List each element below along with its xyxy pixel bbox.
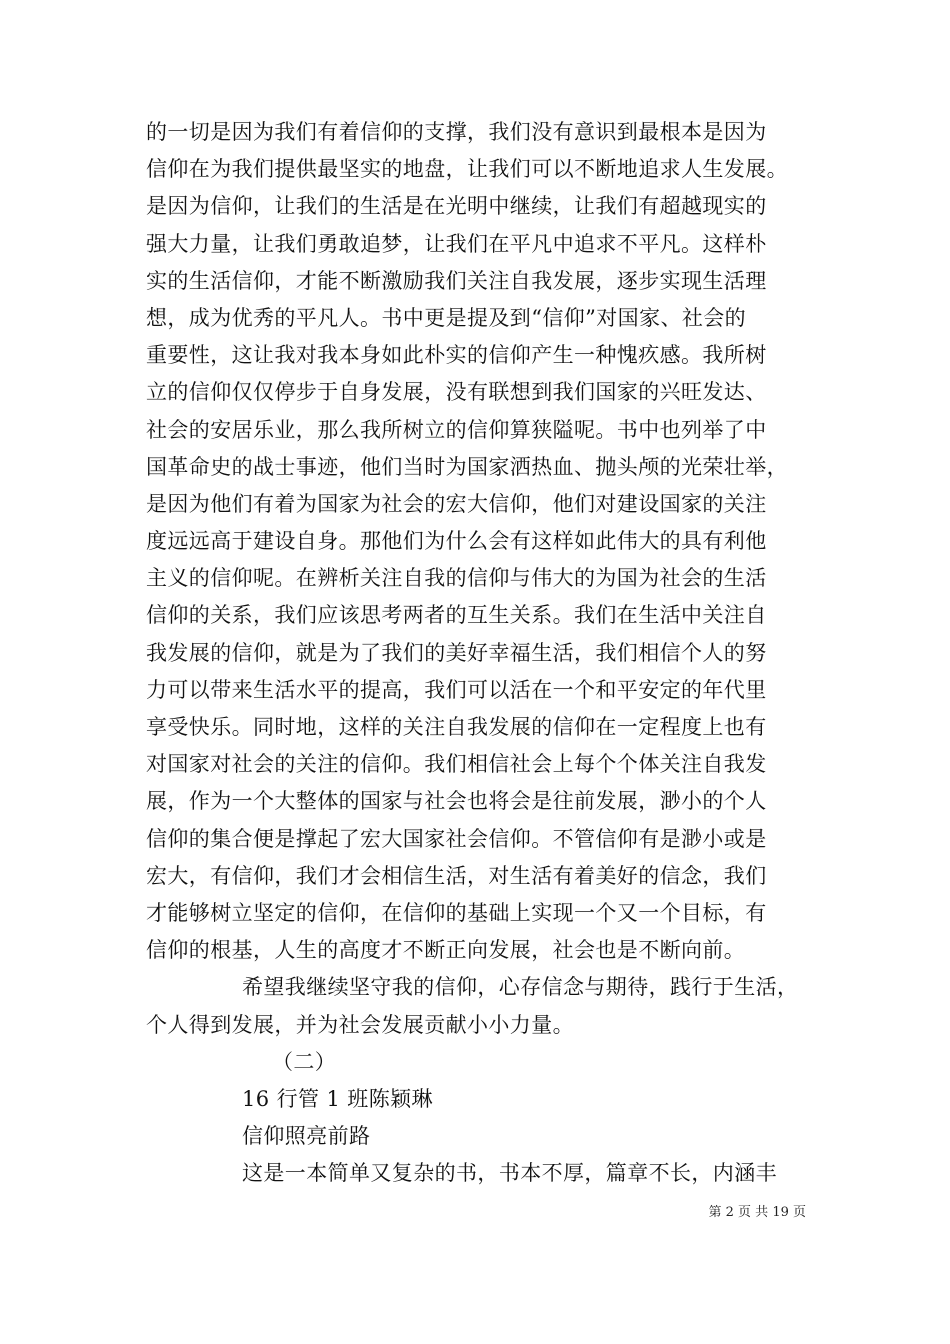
text-line-2: 信仰在为我们提供最坚实的地盘，让我们可以不断地追求人生发展。: [146, 157, 788, 182]
article-title: 信仰照亮前路: [242, 1124, 371, 1149]
text-line-6: 想，成为优秀的平凡人。书中更是提及到“信仰”对国家、社会的: [146, 305, 747, 330]
text-line-3: 是因为信仰，让我们的生活是在光明中继续，让我们有超越现实的: [146, 194, 767, 219]
text-line-11: 是因为他们有着为国家为社会的宏大信仰，他们对建设国家的关注: [146, 491, 767, 516]
text-line-20: 信仰的集合便是撑起了宏大国家社会信仰。不管信仰有是渺小或是: [146, 826, 767, 851]
document-body: [146, 114, 816, 1192]
text-line-23: 信仰的根基，人生的高度才不断正向发展，社会也是不断向前。: [146, 938, 746, 963]
text-line-18: 对国家对社会的关注的信仰。我们相信社会上每个个体关注自我发: [146, 752, 767, 777]
text-line-14: 信仰的关系，我们应该思考两者的互生关系。我们在生活中关注自: [146, 603, 767, 628]
text-line-4: 强大力量，让我们勇敢追梦，让我们在平凡中追求不平凡。这样朴: [146, 231, 767, 256]
intro-line: 这是一本简单又复杂的书，书本不厚，篇章不长，内涵丰: [242, 1161, 777, 1186]
text-line-19: 展，作为一个大整体的国家与社会也将会是往前发展，渺小的个人: [146, 789, 767, 814]
closing-paragraph-line-1: 希望我继续坚守我的信仰，心存信念与期待，践行于生活，: [242, 975, 799, 1000]
text-line-7: 重要性，这让我对我本身如此朴实的信仰产生一种愧疚感。我所树: [146, 343, 767, 368]
closing-paragraph-line-2: 个人得到发展，并为社会发展贡献小小力量。: [146, 1012, 574, 1037]
text-line-16: 力可以带来生活水平的提高，我们可以活在一个和平安定的年代里: [146, 677, 767, 702]
text-line-17: 享受快乐。同时地，这样的关注自我发展的信仰在一定程度上也有: [146, 715, 767, 739]
text-line-8: 立的信仰仅仅停步于自身发展，没有联想到我们国家的兴旺发达、: [146, 380, 767, 405]
page-number-footer: 第 2 页 共 19 页: [708, 1205, 806, 1220]
text-line-21: 宏大，有信仰，我们才会相信生活，对生活有着美好的信念，我们: [146, 863, 767, 888]
text-line-15: 我发展的信仰，就是为了我们的美好幸福生活，我们相信个人的努: [146, 640, 767, 665]
text-line-10: 国革命史的战士事迹，他们当时为国家洒热血、抛头颅的光荣壮举，: [146, 454, 788, 479]
text-line-12: 度远远高于建设自身。那他们为什么会有这样如此伟大的具有利他: [146, 529, 767, 554]
text-line-22: 才能够树立坚定的信仰，在信仰的基础上实现一个又一个目标，有: [146, 900, 767, 925]
text-line-9: 社会的安居乐业，那么我所树立的信仰算狭隘呢。书中也列举了中: [146, 417, 767, 442]
author-line: 16 行管 1 班陈颖琳: [242, 1086, 433, 1111]
text-line-1: 的一切是因为我们有着信仰的支撑，我们没有意识到最根本是因为: [146, 120, 767, 144]
text-line-5: 实的生活信仰，才能不断激励我们关注自我发展，逐步实现生活理: [146, 268, 767, 293]
section-marker: （二）: [272, 1049, 337, 1074]
text-line-13: 主义的信仰呢。在辨析关注自我的信仰与伟大的为国为社会的生活: [146, 566, 767, 591]
